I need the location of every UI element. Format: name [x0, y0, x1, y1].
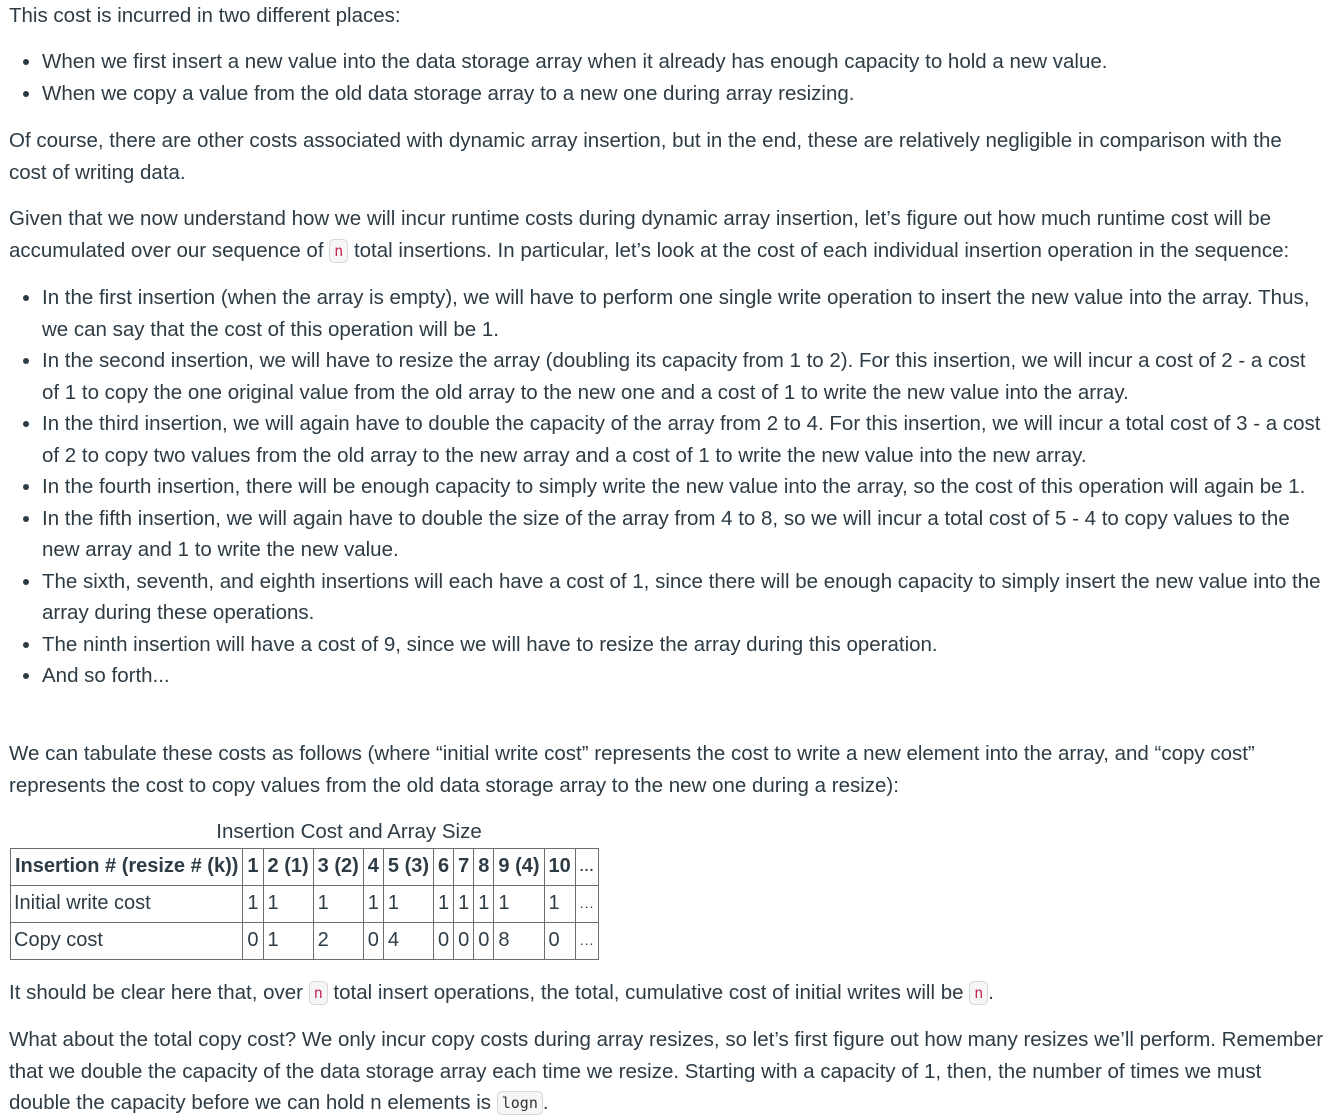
table-cell: 0 — [363, 923, 383, 960]
column-header: 4 — [363, 849, 383, 886]
inline-code-logn: logn — [497, 1091, 543, 1115]
table-row — [11, 886, 599, 923]
column-header: 9 (4) — [494, 849, 544, 886]
column-header: 5 (3) — [383, 849, 433, 886]
list-item: • When we first insert a new value into the data storage array when it already has enough capacity to hold a new value. — [42, 46, 1324, 78]
other-costs-paragraph: Of course, there are other costs associated with dynamic array insertion, but in the end, these are relatively negligible in comparison with the cost of writing data. — [9, 129, 1282, 184]
table-cell: 1 — [263, 886, 313, 923]
copy-text-after: . — [542, 1091, 549, 1114]
column-header: Insertion # (resize # (k)) — [11, 849, 243, 886]
list-item: • In the fifth insertion, we will again have to double the size of the array from 4 to 8, so we will incur a total cost of 5 - 4 to copy values to the new array and 1 to write the new value. — [42, 503, 1324, 566]
column-header: 8 — [474, 849, 494, 886]
inline-code-n: n — [969, 981, 988, 1005]
inline-code-n: n — [329, 239, 348, 263]
column-header: 3 (2) — [313, 849, 363, 886]
tabulate-paragraph: We can tabulate these costs as follows (where “initial write cost” represents the cost to write a new element into the array, and “copy cost” represents the cost to copy values from the old data storage array to the new one during a resize): — [9, 742, 1255, 797]
list-item: • In the third insertion, we will again have to double the capacity of the array from 2 to 4. For this insertion, we will incur a total cost of 3 - a cost of 2 to copy two values from the old array to the new array and a cost of 1 to write the new value into the new array. — [42, 408, 1324, 471]
column-header: 7 — [454, 849, 474, 886]
table-cell: 0 — [243, 923, 263, 960]
table-cell: 2 — [313, 923, 363, 960]
column-header: 1 — [243, 849, 263, 886]
given-text-after: total insertions. In particular, let’s look at the cost of each individual insertion operation in the sequence: — [348, 238, 1290, 262]
table-caption: Insertion Cost and Array Size — [216, 820, 482, 843]
cost-places-list — [9, 46, 1324, 109]
column-header: 10 — [544, 849, 575, 886]
table-cell: ... — [575, 923, 599, 960]
given-paragraph — [9, 203, 1324, 266]
given-text-before: Given that we now understand how we will incur runtime costs during dynamic array insertion, let’s figure out how much runtime cost will be accumulated over our sequence of — [9, 207, 1272, 262]
clear-paragraph — [9, 977, 1324, 1009]
clear-text-before: It should be clear here that, over — [9, 981, 309, 1004]
list-item: • In the fourth insertion, there will be enough capacity to simply write the new value into the array, so the cost of this operation will again be 1. — [42, 471, 1324, 503]
column-header: ... — [575, 849, 599, 886]
clear-text-after: . — [988, 981, 994, 1004]
table-cell: 4 — [383, 923, 433, 960]
intro-paragraph: This cost is incurred in two different places: — [9, 4, 401, 27]
table-row — [11, 923, 599, 960]
list-item: • And so forth... — [42, 660, 1324, 692]
table-cell: 1 — [454, 886, 474, 923]
list-item: • The ninth insertion will have a cost of 9, since we will have to resize the array during this operation. — [42, 629, 1324, 661]
table-cell: 1 — [243, 886, 263, 923]
copy-text-before: What about the total copy cost? We only incur copy costs during array resizes, so let’s first figure out how many resizes we’ll perform. Remember that we double the capacity of the data storage array each time we resize. Starting with a capacity of 1, then, the number of times we must double the capacity before we can hold n elements is — [9, 1028, 1324, 1114]
list-item: • In the first insertion (when the array is empty), we will have to perform one single write operation to insert the new value into the array. Thus, we can say that the cost of this operation will be 1. — [42, 282, 1324, 345]
list-item: • The sixth, seventh, and eighth insertions will each have a cost of 1, since there will be enough capacity to simply insert the new value into the array during these operations. — [42, 566, 1324, 629]
table-cell: 1 — [474, 886, 494, 923]
row-header: Initial write cost — [11, 886, 243, 923]
column-header: 2 (1) — [263, 849, 313, 886]
table-cell: 1 — [544, 886, 575, 923]
table-cell: 1 — [313, 886, 363, 923]
table-header-row — [11, 849, 599, 886]
row-header: Copy cost — [11, 923, 243, 960]
table-cell: 1 — [263, 923, 313, 960]
table-cell: ... — [575, 886, 599, 923]
table-cell: 0 — [454, 923, 474, 960]
inline-code-n: n — [309, 981, 328, 1005]
list-item: • When we copy a value from the old data storage array to a new one during array resizing. — [42, 78, 1324, 110]
table-cell: 1 — [363, 886, 383, 923]
clear-text-middle: total insert operations, the total, cumulative cost of initial writes will be — [327, 981, 970, 1004]
column-header: 6 — [434, 849, 454, 886]
table-cell: 1 — [383, 886, 433, 923]
table-cell: 0 — [544, 923, 575, 960]
list-item: • In the second insertion, we will have to resize the array (doubling its capacity from 1 to 2). For this insertion, we will incur a cost of 2 - a cost of 1 to copy the one original value from the old array to the new one and a cost of 1 to write the new value into the array. — [42, 345, 1324, 408]
insertion-cost-table — [10, 848, 599, 960]
table-cell: 0 — [434, 923, 454, 960]
table-cell: 0 — [474, 923, 494, 960]
table-cell: 1 — [434, 886, 454, 923]
insertion-cost-list — [9, 282, 1324, 692]
table-cell: 1 — [494, 886, 544, 923]
copy-cost-paragraph — [9, 1024, 1324, 1119]
table-cell: 8 — [494, 923, 544, 960]
